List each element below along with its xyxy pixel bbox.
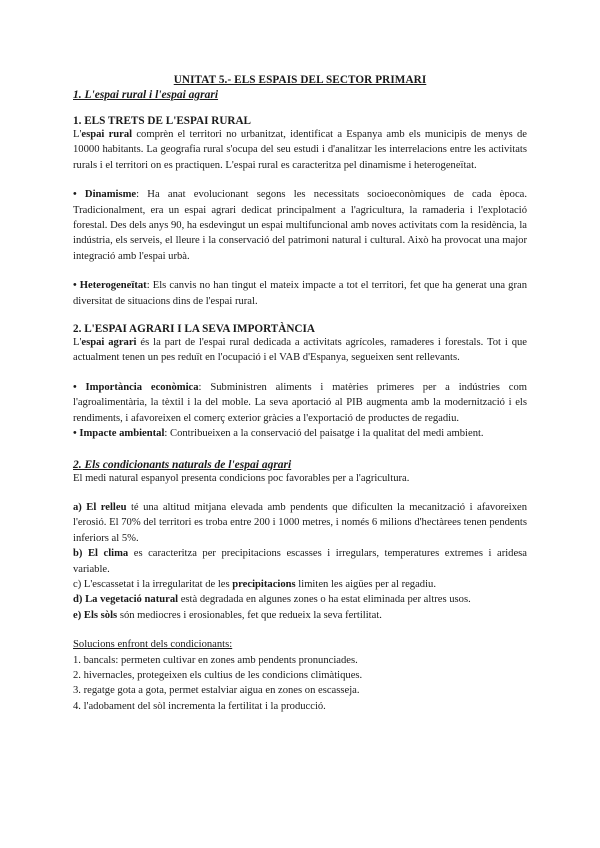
item-c-term: precipitacions bbox=[232, 578, 296, 590]
agrari-intro-paragraph bbox=[73, 335, 527, 366]
item-d-marker: d) La bbox=[73, 594, 101, 606]
item-b-term: clima bbox=[103, 548, 129, 560]
heterogeneitat-text: : Els canvis no han tingut el mateix impacte a tot el territori, fet que ha generat una gran diversitat de situacions dins de l'espai rural. bbox=[73, 280, 527, 307]
item-d-text: està degradada en algunes zones o ha estat eliminada per altres usos. bbox=[178, 594, 471, 606]
item-e-term: sòls bbox=[100, 609, 118, 621]
rural-intro-pre: L' bbox=[73, 129, 82, 140]
item-a-text: té una altitud mitjana elevada amb pendents que dificulten la mecanització i afavoreixen l'erosió. El 70% del territori es troba entre 200 i 1000 metres, i només 6 milions d'hectàrees tenen pendents inferiors al 5%. bbox=[73, 501, 527, 544]
condicionant-sols bbox=[73, 608, 527, 623]
heterogeneitat-paragraph bbox=[73, 278, 527, 309]
item-e-marker: e) Els bbox=[73, 609, 101, 621]
dinamisme-paragraph bbox=[73, 187, 527, 264]
impacte-ambiental-text: : Contribueixen a la conservació del paisatge i la qualitat del medi ambient. bbox=[164, 428, 484, 440]
impacte-ambiental-label: • Impacte ambiental bbox=[73, 428, 165, 440]
solution-item: 3. regatge gota a gota, permet estalviar aigua en zones on escasseja. bbox=[73, 685, 360, 697]
section-1-heading: 1. L'espai rural i l'espai agrari bbox=[73, 89, 219, 101]
item-a-marker: a) El bbox=[73, 501, 101, 513]
document-title: UNITAT 5.- ELS ESPAIS DEL SECTOR PRIMARI bbox=[173, 74, 427, 86]
section-2-heading: 2. Els condicionants naturals de l'espai agrari bbox=[73, 458, 292, 471]
dinamisme-text: : Ha anat evolucionant segons les necessitats socioeconòmiques de cada època. Tradicionalment, era un espai agrari dedicat principalment a l'agricultura, la ramaderia i l'explotació forestal. Des dels anys 90, ha esdevingut un espai multifuncional amb noves activitats com la residència, la indústria, els serveis, el lleure i la conservació del patrimoni natural i cultural. Això ha provocat una major integració amb l'espai urbà. bbox=[73, 189, 527, 262]
solution-item: 2. hivernacles, protegeixen els cultius de les condicions climàtiques. bbox=[73, 669, 363, 681]
solution-item: 4. l'adobament del sòl incrementa la fertilitat i la producció. bbox=[73, 700, 326, 712]
condicionant-relleu bbox=[73, 500, 527, 546]
solutions-list bbox=[73, 637, 527, 714]
impacte-ambiental-paragraph bbox=[73, 426, 527, 441]
solution-item: 1. bancals: permeten cultivar en zones amb pendents pronunciades. bbox=[73, 654, 358, 666]
importancia-economica-text: : Subministren aliments i matèries primeres per a indústries com l'agroalimentària, la tèxtil i la del moble. La seva aportació al PIB augmenta amb la modernització i els rendiments, i afavoreixen el comerç exterior gràcies a l'exportació de productes de regadiu. bbox=[73, 381, 527, 424]
item-d-term: vegetació natural bbox=[100, 594, 179, 606]
rural-intro-paragraph bbox=[73, 127, 527, 173]
condicionant-precipitacions bbox=[73, 577, 527, 592]
item-e-text: són mediocres i erosionables, fet que redueix la seva fertilitat. bbox=[117, 609, 382, 621]
condicionant-vegetacio bbox=[73, 592, 527, 607]
item-c-text: limiten les aigües per al regadiu. bbox=[295, 578, 436, 590]
subsection-rural-heading: 1. ELS TRETS DE L'ESPAI RURAL bbox=[73, 115, 252, 127]
item-a-term: relleu bbox=[100, 501, 127, 513]
importancia-economica-label: • Importància econòmica bbox=[73, 381, 199, 393]
agrari-intro-text: és la part de l'espai rural dedicada a activitats agrícoles, ramaderes i forestals. Tot i que actualment tenen un pes reduït en l'ocupació i el VAB d'Espanya, segueixen sent rellevants. bbox=[73, 337, 527, 364]
item-c-marker: c) L'escassetat i la irregularitat de les bbox=[73, 578, 233, 590]
heterogeneitat-label: • Heterogeneïtat bbox=[73, 280, 147, 292]
agrari-intro-term: espai agrari bbox=[81, 337, 137, 349]
item-b-text: es caracteritza per precipitacions escasses i irregulars, temperatures extremes i aridesa variable. bbox=[73, 548, 527, 575]
agrari-intro-pre: L' bbox=[73, 337, 82, 349]
dinamisme-label: • Dinamisme bbox=[73, 189, 137, 201]
rural-intro-text: comprèn el territori no urbanitzat, identificat a Espanya amb els municipis de menys de 10000 habitants. La geografia rural s'ocupa del seu estudi i d'analitzar les interrelacions entre les activitats rurals i el territori on es practiquen. L'espai rural es caracteritza pel dinamisme i heterogeneïtat. bbox=[73, 129, 527, 171]
solutions-heading: Solucions enfront dels condicionants: bbox=[73, 639, 233, 651]
rural-intro-term: espai rural bbox=[81, 129, 133, 140]
item-b-marker: b) El bbox=[73, 548, 104, 560]
condicionants-intro: El medi natural espanyol presenta condicions poc favorables per a l'agricultura. bbox=[73, 472, 410, 484]
importancia-economica-paragraph bbox=[73, 380, 527, 426]
condicionant-clima bbox=[73, 546, 527, 577]
subsection-agrari-heading: 2. L'ESPAI AGRARI I LA SEVA IMPORTÀNCIA bbox=[73, 323, 315, 336]
